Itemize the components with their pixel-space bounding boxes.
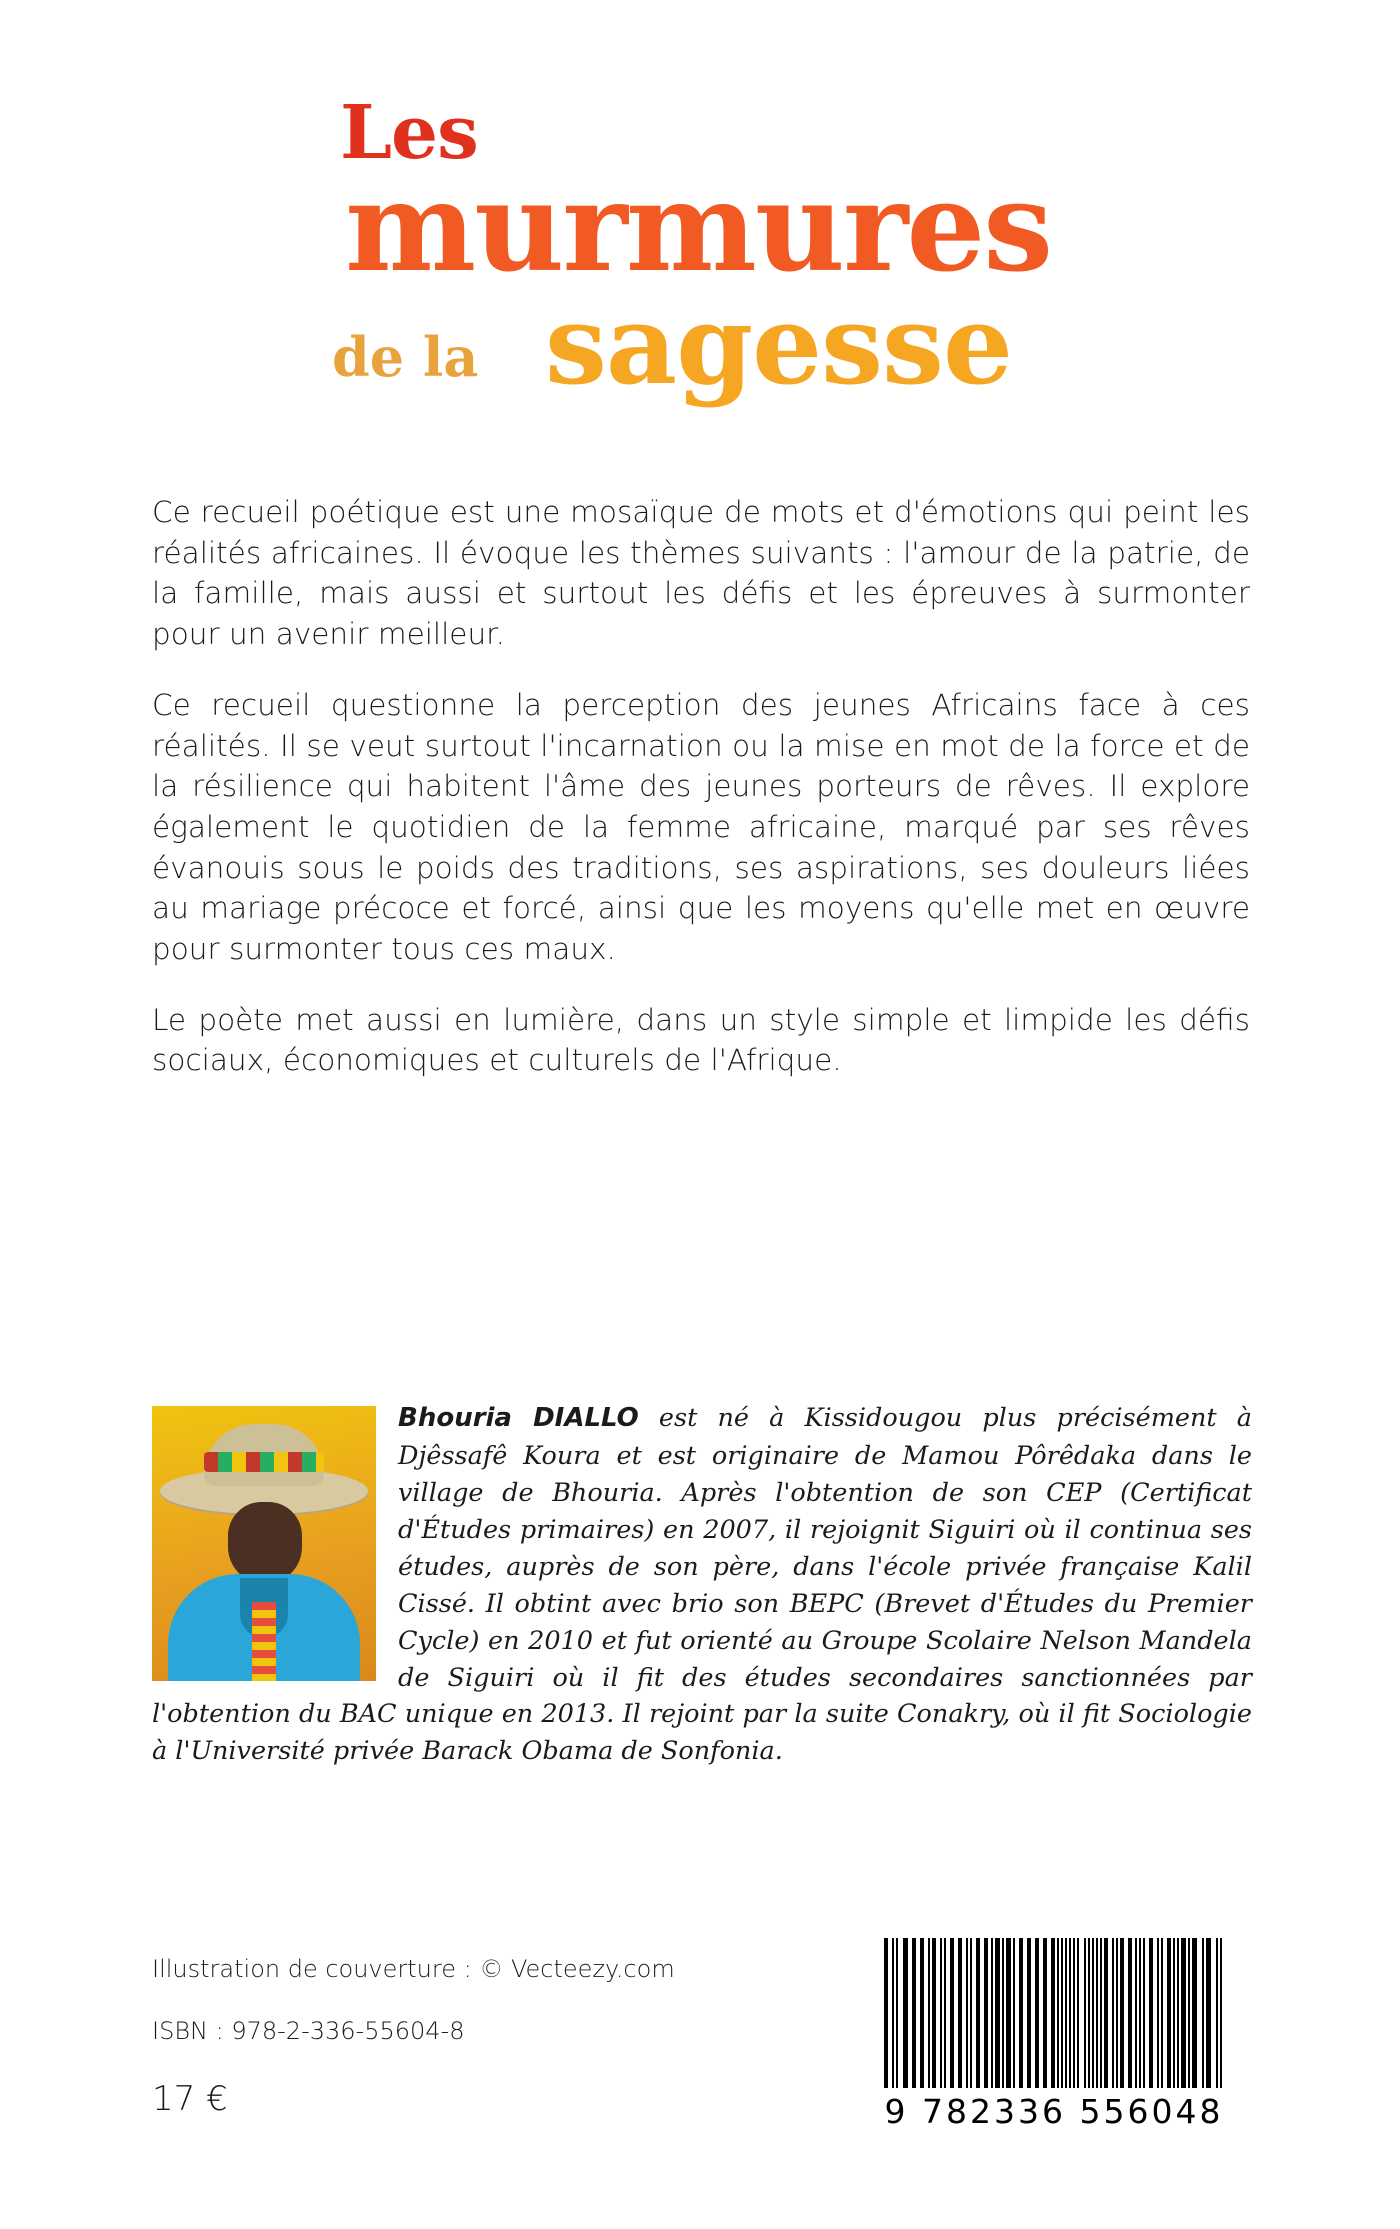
- author-bio-body: est né à Kissidougou plus précisément à Djêssafê Koura et est originaire de Mamou Pôrêdaka dans le village de Bhouria. Après l'obtention de son CEP (Certificat d'Études primaires) en 2007, il rejoignit Siguiri où il continua ses études, auprès de son père, dans l'école privée française Kalil Cissé. Il obtint avec brio son BEPC (Brevet d'Études du Premier Cycle) en 2010 et fut orienté au Groupe Scolaire Nelson Mandela de Siguiri où il fit des études secondaires sanctionnées par l'obtention du BAC unique en 2013. Il rejoint par la suite Conakry, où il fit Sociologie à l'Université privée Barack Obama de Sonfonia.: [152, 1403, 1253, 1767]
- author-name: Bhouria DIALLO: [398, 1403, 639, 1433]
- hat-band-shape: [204, 1452, 324, 1472]
- blurb-paragraph-1: Ce recueil poétique est une mosaïque de mots et d'émotions qui peint les réalités africaines. Il évoque les thèmes suivants : l'amour de la patrie, de la famille, mais aussi et surtout les défis et les épreuves à surmonter pour un avenir meilleur.: [152, 495, 1250, 652]
- blurb-paragraph-3: Le poète met aussi en lumière, dans un style simple et limpide les défis sociaux, économiques et culturels de l'Afrique.: [152, 1002, 1250, 1078]
- footer-block: [152, 1955, 912, 2119]
- title-word-de-la: de la: [332, 325, 479, 389]
- blurb-paragraph-2: Ce recueil questionne la perception des jeunes Africains face à ces réalités. Il se veut surtout l'incarnation ou la mise en mot de la force et de la résilience qui habitent l'âme des jeunes porteurs de rêves. Il explore également le quotidien de la femme africaine, marqué par ses rêves évanouis sous le poids des traditions, ses aspirations, ses douleurs liées au mariage précoce et forcé, ainsi que les moyens qu'elle met en œuvre pour surmonter tous ces maux.: [152, 687, 1250, 967]
- trim-shape: [252, 1602, 276, 1681]
- title-word-murmures: murmures: [345, 155, 1052, 300]
- barcode-digits: 9 782336 556048: [884, 2092, 1224, 2131]
- barcode: [880, 1938, 1240, 2131]
- illustration-credit: Illustration de couverture : © Vecteezy.com: [152, 1955, 675, 1983]
- face-shape: [228, 1502, 302, 1584]
- title-word-sagesse: sagesse: [545, 280, 1012, 409]
- blurb-text: [152, 492, 1250, 1081]
- price-label: 17 €: [152, 2079, 228, 2119]
- book-title: [0, 78, 1400, 418]
- isbn-line: ISBN : 978-2-336-55604-8: [152, 2017, 465, 2045]
- author-bio-block: [152, 1400, 1252, 1770]
- barcode-bars: [880, 1938, 1228, 2088]
- author-photo: [152, 1406, 376, 1681]
- title-word-les: Les: [340, 90, 478, 176]
